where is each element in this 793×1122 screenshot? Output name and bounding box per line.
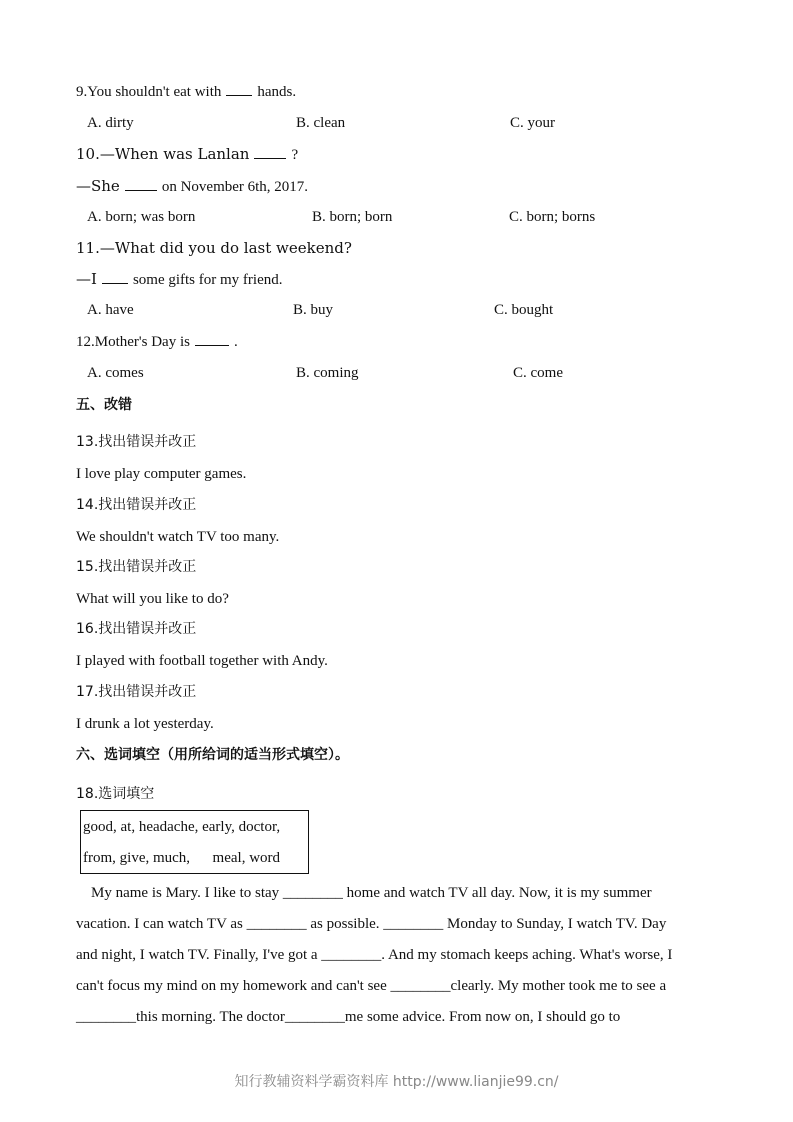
q11-stem: 11.—What did you do last weekend?: [76, 239, 352, 257]
q12-option-c: C. come: [513, 365, 563, 381]
section-5-heading: 五、改错: [76, 397, 132, 413]
q16-label: 16.找出错误并改正: [76, 621, 197, 637]
passage-line: ________this morning. The doctor________me some advice. From now on, I should go to: [76, 1009, 621, 1025]
q15-sentence: What will you like to do?: [76, 591, 229, 607]
passage-line: vacation. I can watch TV as ________ as possible. ________ Monday to Sunday, I watch TV. Day: [76, 916, 667, 932]
q14-label: 14.找出错误并改正: [76, 497, 197, 513]
answer-blank: [102, 271, 128, 284]
q14-sentence: We shouldn't watch TV too many.: [76, 529, 280, 545]
q12-stem: 12.Mother's Day is .: [76, 334, 238, 350]
q12-option-b: B. coming: [296, 365, 359, 381]
q18-label: 18.选词填空: [76, 786, 155, 802]
passage-line: My name is Mary. I like to stay ________ home and watch TV all day. Now, it is my summer: [76, 885, 652, 901]
q13-sentence: I love play computer games.: [76, 466, 247, 482]
passage-line: can't focus my mind on my homework and can't see ________clearly. My mother took me to see a: [76, 978, 667, 994]
q17-label: 17.找出错误并改正: [76, 684, 197, 700]
q9-option-c: C. your: [510, 115, 555, 131]
q12-option-a: A. comes: [87, 365, 144, 381]
q10-reply: —She on November 6th, 2017.: [76, 177, 309, 195]
q13-label: 13.找出错误并改正: [76, 434, 197, 450]
q11-option-b: B. buy: [293, 302, 334, 318]
q10-option-c: C. born; borns: [509, 209, 596, 225]
page-footer: 知行教辅资料学霸资料库 http://www.lianjie99.cn/: [234, 1074, 559, 1090]
q16-sentence: I played with football together with Andy.: [76, 653, 328, 669]
answer-blank: [254, 146, 286, 159]
word-bank-box: [80, 810, 309, 874]
section-6-heading: 六、选词填空（用所给词的适当形式填空）。: [76, 747, 349, 763]
q10-option-a: A. born; was born: [87, 209, 196, 225]
q11-reply: —I some gifts for my friend.: [76, 270, 283, 288]
answer-blank: [195, 333, 229, 346]
q9-option-b: B. clean: [296, 115, 346, 131]
q10-stem: 10.—When was Lanlan ?: [76, 145, 299, 163]
q9-stem: 9.You shouldn't eat with hands.: [76, 84, 297, 100]
q15-label: 15.找出错误并改正: [76, 559, 197, 575]
q11-option-a: A. have: [87, 302, 134, 318]
word-bank-line: from, give, much, meal, word: [83, 850, 281, 866]
answer-blank: [226, 83, 252, 96]
q11-option-c: C. bought: [494, 302, 554, 318]
q10-option-b: B. born; born: [312, 209, 393, 225]
q17-sentence: I drunk a lot yesterday.: [76, 716, 214, 732]
q9-option-a: A. dirty: [87, 115, 134, 131]
word-bank-line: good, at, headache, early, doctor,: [83, 819, 281, 835]
answer-blank: [125, 178, 157, 191]
passage-line: and night, I watch TV. Finally, I've got a ________. And my stomach keeps aching. What's worse, I: [76, 947, 673, 963]
